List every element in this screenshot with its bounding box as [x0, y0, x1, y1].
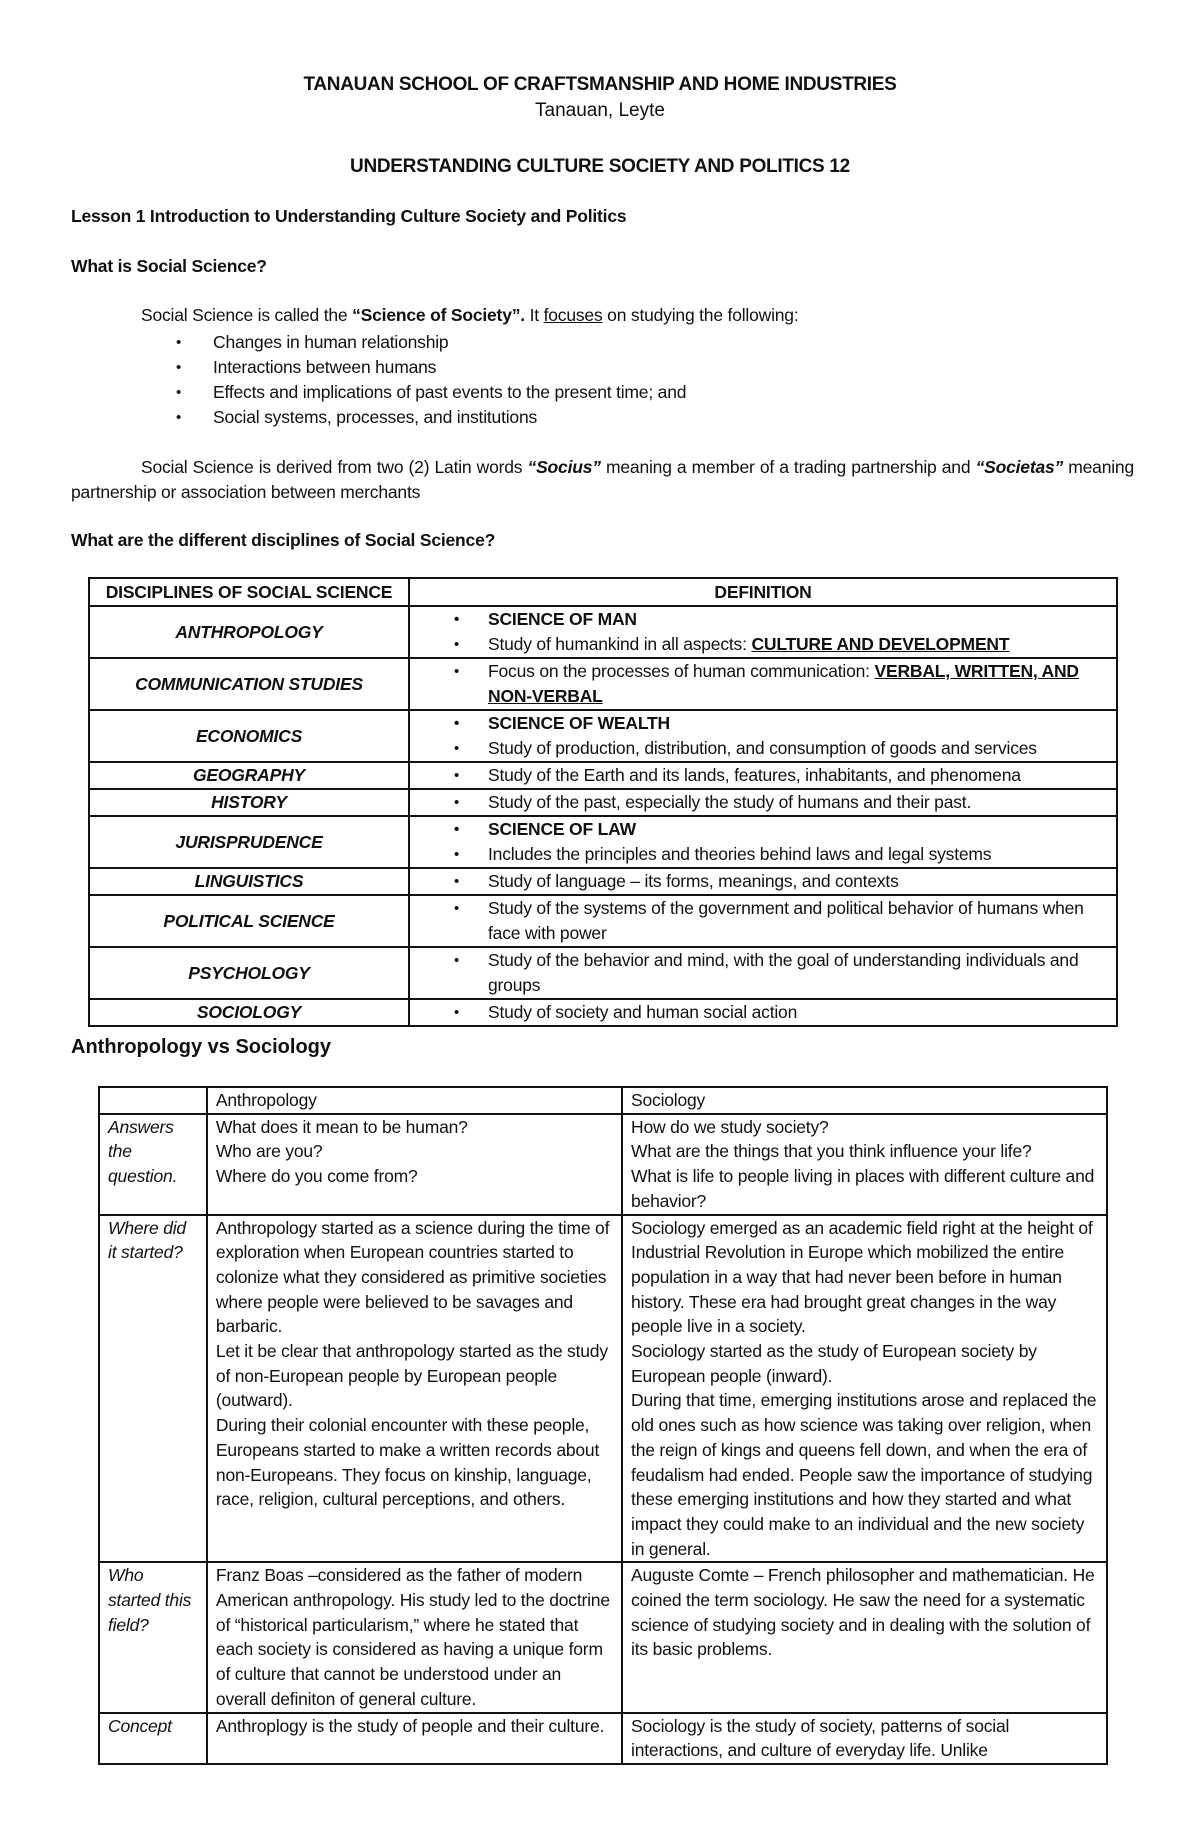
- table-header-row: [89, 578, 1117, 606]
- discipline-name: SOCIOLOGY: [89, 999, 409, 1026]
- discipline-definition: • SCIENCE OF WEALTH • Study of production, distribution, and consumption of goods and services: [409, 710, 1117, 762]
- row-label: Answers the question.: [99, 1114, 207, 1215]
- sociology-cell: How do we study society? What are the things that you think influence your life? What is life to people living in places with different culture and behavior?: [622, 1114, 1107, 1215]
- sociology-cell: Auguste Comte – French philosopher and mathematician. He coined the term sociology. He saw the need for a systematic science of studying society and in dealing with the solution of its basic problems.: [622, 1562, 1107, 1712]
- anthropology-cell: Anthroplogy is the study of people and their culture.: [207, 1713, 622, 1764]
- table-row: [89, 606, 1117, 658]
- list-item: • Interactions between humans: [170, 355, 686, 380]
- column-header: DISCIPLINES OF SOCIAL SCIENCE: [89, 578, 409, 606]
- column-header: Sociology: [622, 1087, 1107, 1114]
- disciplines-table: [88, 577, 1118, 1027]
- school-name: TANAUAN SCHOOL OF CRAFTSMANSHIP AND HOME INDUSTRIES: [303, 74, 897, 95]
- discipline-name: LINGUISTICS: [89, 868, 409, 895]
- table-row: [89, 895, 1117, 947]
- row-label: Who started this field?: [99, 1562, 207, 1712]
- discipline-definition: • Study of the systems of the government and political behavior of humans when face with power: [409, 895, 1117, 947]
- discipline-definition: • Study of the Earth and its lands, features, inhabitants, and phenomena: [409, 762, 1117, 789]
- lesson-title: Lesson 1 Introduction to Understanding Culture Society and Politics: [71, 206, 627, 226]
- sociology-cell: Sociology emerged as an academic field right at the height of Industrial Revolution in Europe which mobilized the entire population in a way that had never been before in human history. These era had brought great changes in the way people live in a society. Sociology started as the study of European society by European people (inward). During that time, emerging institutions arose and replaced the old ones such as how science was taking over religion, when the reign of kings and queens fell down, and when the era of feudalism had ended. People saw the importance of studying these emerging institutions and how they started and what impact they could make to an individual and the new society in general.: [622, 1215, 1107, 1563]
- table-row: [99, 1713, 1107, 1764]
- column-header: DEFINITION: [409, 578, 1117, 606]
- row-label: Concept: [99, 1713, 207, 1764]
- list-item: • Changes in human relationship: [170, 330, 686, 355]
- school-location: Tanauan, Leyte: [535, 100, 665, 121]
- table-row: [89, 947, 1117, 999]
- discipline-name: ECONOMICS: [89, 710, 409, 762]
- column-header: Anthropology: [207, 1087, 622, 1114]
- anthropology-cell: Anthropology started as a science during the time of exploration when European countries started to colonize what they considered as primitive societies where people were believed to be savages and barbaric. Let it be clear that anthropology started as the study of non-European people by European people (outward). During their colonial encounter with these people, Europeans started to make a written records about non-Europeans. They focus on kinship, language, race, religion, cultural perceptions, and others.: [207, 1215, 622, 1563]
- column-header: [99, 1087, 207, 1114]
- row-label: Where did it started?: [99, 1215, 207, 1563]
- comparison-table: [98, 1086, 1108, 1765]
- discipline-name: COMMUNICATION STUDIES: [89, 658, 409, 710]
- list-item: • Social systems, processes, and institutions: [170, 405, 686, 430]
- anthropology-cell: Franz Boas –considered as the father of modern American anthropology. His study led to the doctrine of “historical particularism,” where he stated that each society is considered as having a unique form of culture that cannot be understood under an overall definiton of general culture.: [207, 1562, 622, 1712]
- discipline-name: POLITICAL SCIENCE: [89, 895, 409, 947]
- table-row: [99, 1562, 1107, 1712]
- sociology-cell: Sociology is the study of society, patterns of social interactions, and culture of everyday life. Unlike: [622, 1713, 1107, 1764]
- discipline-name: PSYCHOLOGY: [89, 947, 409, 999]
- focus-bullet-list: [170, 330, 686, 430]
- section-heading-social-science: What is Social Science?: [71, 256, 267, 276]
- discipline-definition: • Study of the past, especially the study of humans and their past.: [409, 789, 1117, 816]
- table-row: [89, 789, 1117, 816]
- table-header-row: [99, 1087, 1107, 1114]
- table-row: [89, 816, 1117, 868]
- discipline-definition: • Study of language – its forms, meanings, and contexts: [409, 868, 1117, 895]
- table-row: [89, 999, 1117, 1026]
- discipline-definition: • Study of the behavior and mind, with the goal of understanding individuals and groups: [409, 947, 1117, 999]
- table-row: [99, 1114, 1107, 1215]
- table-row: [99, 1215, 1107, 1563]
- table-row: [89, 868, 1117, 895]
- table-row: [89, 658, 1117, 710]
- table-row: [89, 762, 1117, 789]
- course-title: UNDERSTANDING CULTURE SOCIETY AND POLITICS 12: [350, 156, 850, 177]
- list-item: • Effects and implications of past events to the present time; and: [170, 380, 686, 405]
- discipline-name: HISTORY: [89, 789, 409, 816]
- discipline-name: GEOGRAPHY: [89, 762, 409, 789]
- discipline-definition: • SCIENCE OF LAW • Includes the principles and theories behind laws and legal systems: [409, 816, 1117, 868]
- section-heading-comparison: Anthropology vs Sociology: [71, 1036, 332, 1058]
- discipline-definition: • SCIENCE OF MAN • Study of humankind in all aspects: CULTURE AND DEVELOPMENT: [409, 606, 1117, 658]
- section-heading-disciplines: What are the different disciplines of Social Science?: [71, 530, 496, 550]
- discipline-definition: • Study of society and human social action: [409, 999, 1117, 1026]
- anthropology-cell: What does it mean to be human? Who are you? Where do you come from?: [207, 1114, 622, 1215]
- discipline-definition: • Focus on the processes of human communication: VERBAL, WRITTEN, AND NON-VERBAL: [409, 658, 1117, 710]
- discipline-name: ANTHROPOLOGY: [89, 606, 409, 658]
- table-row: [89, 710, 1117, 762]
- intro-paragraph: Social Science is called the “Science of Society”. It focuses on studying the following:: [141, 305, 799, 325]
- discipline-name: JURISPRUDENCE: [89, 816, 409, 868]
- latin-origin-paragraph: Social Science is derived from two (2) Latin words “Socius” meaning a member of a trading partnership and “Societas” meaning partnership or association between merchants: [71, 457, 1134, 502]
